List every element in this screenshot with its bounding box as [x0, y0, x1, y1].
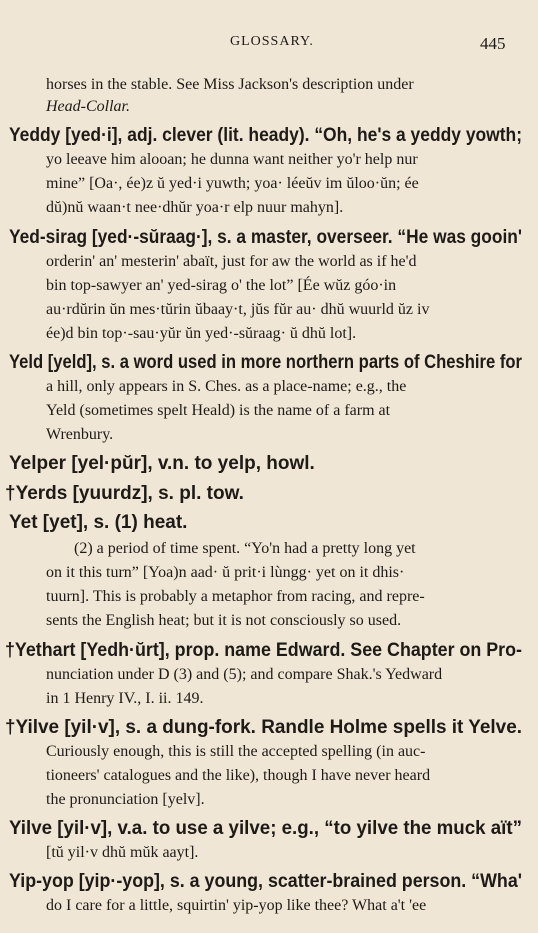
entry-yilve-noun: †Yilve [yil·v], s. a dung-fork. Randle Holme spells it Yelve.: [5, 717, 523, 738]
text-line: bin top-sawyer an' yed-sirag o' the lot” [Ée wŭz góo·in: [46, 277, 397, 294]
text-line: dŭ)nŭ waan·t nee·dhŭr yoa·r elp nuur mahyn].: [46, 199, 344, 216]
text-line: au·rdŭrin ŭn mes·tŭrin ŭbaay·t, jŭs fŭr au· dhŭ wuurld ŭz iv: [46, 301, 430, 318]
text-line: Wrenbury.: [46, 426, 114, 443]
text-line: mine” [Oa·, ée)z ŭ yed·i yuwth; yoa· léeŭv im ŭloo·ŭn; ée: [46, 175, 419, 192]
text-line: a hill, only appears in S. Ches. as a place-name; e.g., the: [46, 378, 407, 395]
text-line: on it this turn” [Yoa)n aad· ŭ prit·i lùngg· yet on it dhis·: [46, 564, 405, 581]
text-line: tuurn]. This is probably a metaphor from racing, and repre-: [46, 588, 425, 605]
text-line: Curiously enough, this is still the accepted spelling (in auc-: [46, 743, 426, 760]
text-line: orderin' an' mesterin' abaït, just for aw the world as if he'd: [46, 253, 417, 270]
text-line: [tŭ yil·v dhŭ mŭk aayt].: [46, 844, 199, 861]
entry-yilve-verb: Yilve [yil·v], v.a. to use a yilve; e.g., “to yilve the muck aït”: [9, 818, 522, 839]
entry-yethart: †Yethart [Yedh·ŭrt], prop. name Edward. See Chapter on Pro-: [5, 640, 522, 661]
text-line: horses in the stable. See Miss Jackson's description under: [46, 76, 414, 93]
entry-yeld: Yeld [yeld], s. a word used in more northern parts of Cheshire for: [9, 352, 522, 373]
text-line: the pronunciation [yelv].: [46, 791, 205, 808]
text-line: ée)d bin top·-sau·yŭr ŭn yed·-sŭraag· ŭ dhŭ lot].: [46, 325, 357, 342]
text-line: yo leeave him alooan; he dunna want neither yo'r help nur: [46, 151, 418, 168]
entry-yerds: †Yerds [yuurdz], s. pl. tow.: [5, 483, 244, 504]
page-number: 445: [480, 34, 506, 53]
running-head: [0, 34, 538, 54]
text-line: tioneers' catalogues and the like), though I have never heard: [46, 767, 431, 784]
text-line: (2) a period of time spent. “Yo'n had a pretty long yet: [74, 540, 416, 557]
entry-yip-yop: Yip-yop [yip·-yop], s. a young, scatter-brained person. “Wha': [9, 871, 522, 892]
entry-yet: Yet [yet], s. (1) heat.: [9, 512, 188, 533]
text-line: sents the English heat; but it is not consciously so used.: [46, 612, 402, 629]
text-line: Head-Collar.: [46, 98, 130, 115]
entry-yeddy: Yeddy [yed·i], adj. clever (lit. heady). “Oh, he's a yeddy yowth;: [9, 125, 523, 146]
entry-yed-sirag: Yed-sirag [yed·-sŭraag·], s. a master, overseer. “He was gooin': [9, 227, 523, 248]
text-line: nunciation under D (3) and (5); and compare Shak.'s Yedward: [46, 666, 443, 683]
text-line: in 1 Henry IV., I. ii. 149.: [46, 690, 204, 707]
entry-yelper: Yelper [yel·pŭr], v.n. to yelp, howl.: [9, 453, 315, 474]
page-title: GLOSSARY.: [230, 34, 314, 49]
text-line: do I care for a little, squirtin' yip-yop like thee? What a't 'ee: [46, 897, 427, 914]
text-line: Yeld (sometimes spelt Heald) is the name of a farm at: [46, 402, 391, 419]
